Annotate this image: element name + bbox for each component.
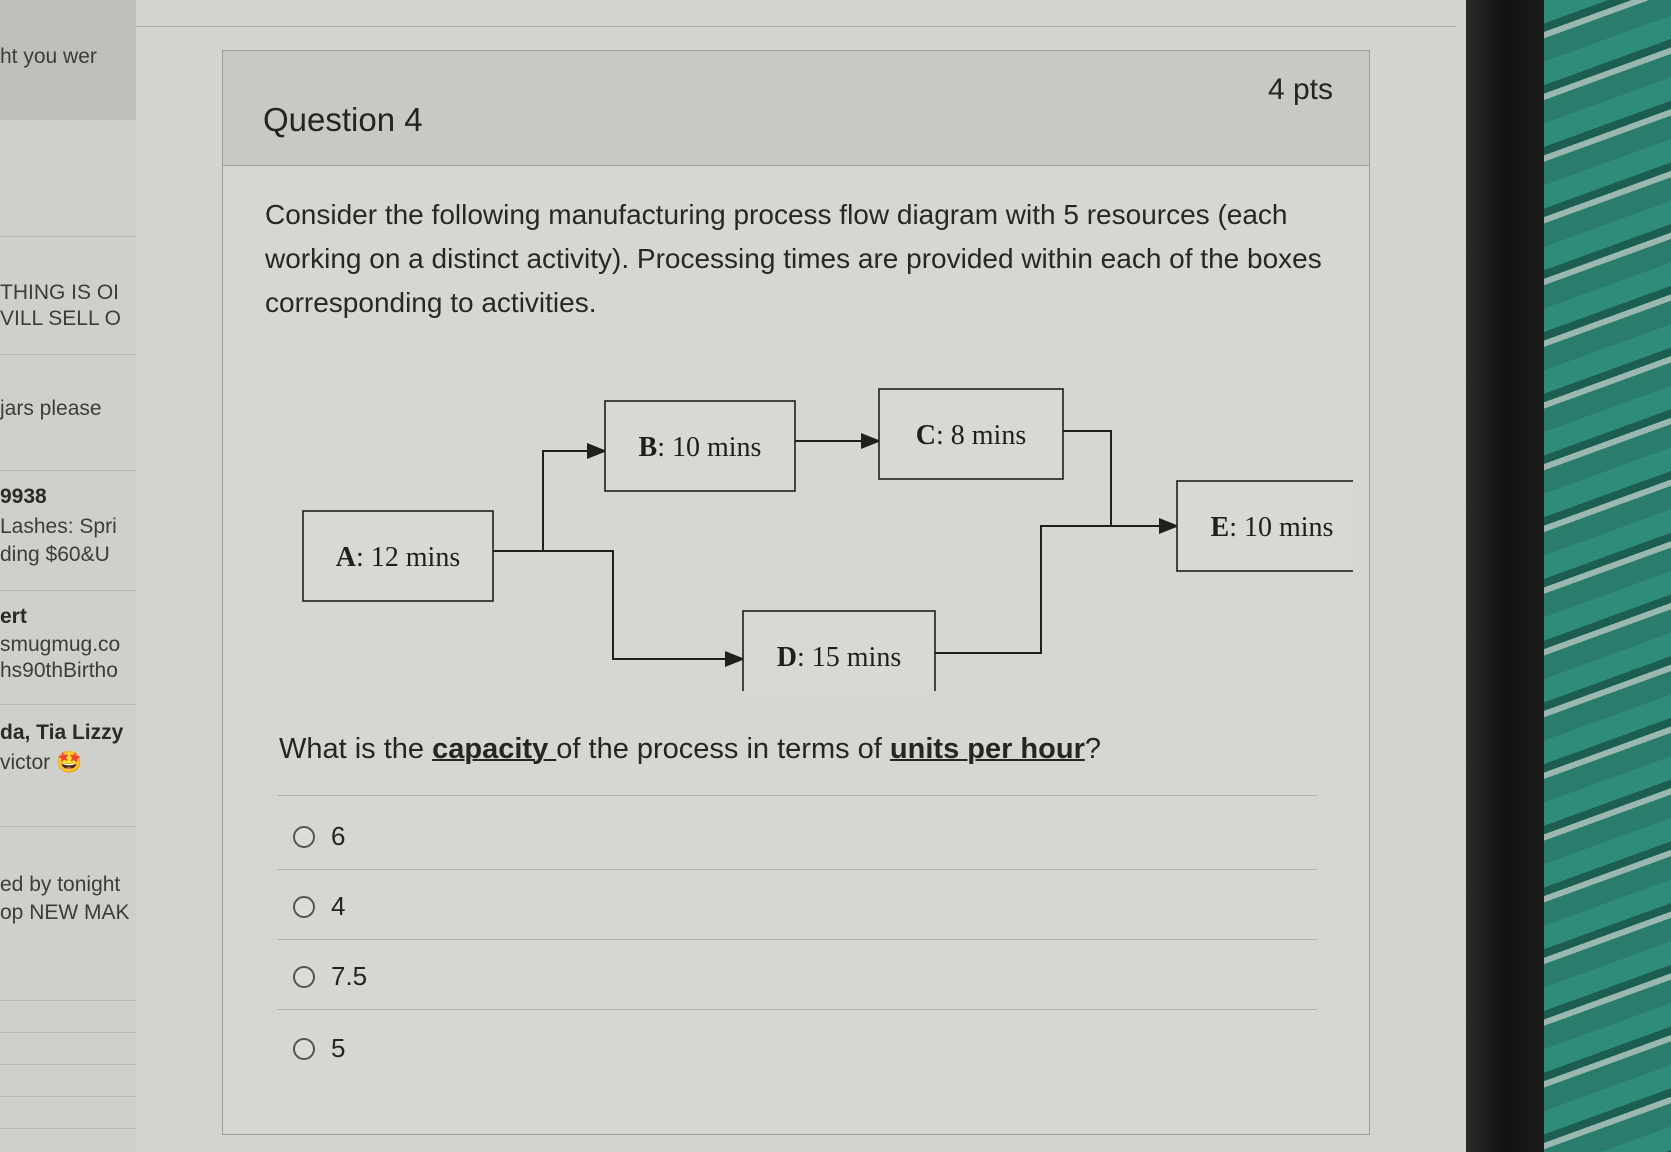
radio-button[interactable]: [293, 896, 315, 918]
answer-option[interactable]: [293, 891, 345, 922]
question-title: Question 4: [263, 101, 423, 138]
sidebar-grid: [0, 1000, 136, 1152]
sidebar-text: op NEW MAK: [0, 901, 130, 924]
divider: [0, 470, 136, 471]
divider: [277, 939, 1317, 940]
answer-option[interactable]: [293, 821, 345, 852]
answer-label: 7.5: [331, 961, 368, 991]
sidebar-text: jars please: [0, 397, 102, 420]
divider: [0, 236, 136, 237]
flow-arrow-a-b: [493, 451, 605, 551]
sidebar-text: da, Tia Lizzy: [0, 721, 124, 744]
quiz-page: [136, 0, 1466, 1152]
divider: [277, 795, 1317, 796]
flow-arrow-a-d: [543, 551, 743, 659]
process-flow-diagram: [263, 331, 1353, 691]
activity-label-c: C: 8 mins: [915, 420, 1027, 451]
activity-label-a: A: 12 mins: [335, 542, 461, 573]
divider: [277, 869, 1317, 870]
answer-label: 5: [331, 1033, 346, 1063]
radio-button[interactable]: [293, 1038, 315, 1060]
divider: [0, 590, 136, 591]
prompt-text: of the process in terms of: [556, 733, 890, 765]
prompt-text: ?: [1084, 733, 1102, 765]
answer-label: 6: [331, 821, 346, 851]
monitor-bezel: [1466, 0, 1544, 1152]
sidebar-text: hs90thBirtho: [0, 659, 118, 682]
flow-arrow-c-e: [1063, 431, 1177, 526]
sidebar-text: ed by tonight: [0, 873, 121, 896]
background-chair: [1544, 0, 1671, 1152]
sidebar-text: Lashes: Spri: [0, 515, 117, 538]
sidebar-text: victor 🤩: [0, 751, 83, 774]
divider: [136, 26, 1456, 27]
sidebar-text: ding $60&U: [0, 543, 110, 566]
question-prompt: [279, 733, 1101, 766]
divider: [0, 826, 136, 827]
activity-label-b: B: 10 mins: [638, 432, 762, 463]
prompt-emphasis-capacity: capacity: [432, 733, 557, 765]
answer-option[interactable]: [293, 1033, 345, 1064]
question-points: 4 pts: [1267, 73, 1333, 106]
divider: [0, 354, 136, 355]
answer-option[interactable]: [293, 961, 367, 992]
activity-label-e: E: 10 mins: [1210, 512, 1334, 543]
sidebar-text: THING IS OI: [0, 281, 120, 304]
divider: [0, 704, 136, 705]
prompt-text: What is the: [279, 733, 433, 765]
activity-label-d: D: 15 mins: [776, 642, 902, 673]
prompt-emphasis-units: units per hour: [889, 733, 1085, 765]
sidebar-text: 9938: [0, 485, 47, 508]
radio-button[interactable]: [293, 826, 315, 848]
sidebar-text: VILL SELL O: [0, 307, 122, 330]
answer-label: 4: [331, 891, 346, 921]
question-text: Consider the following manufacturing process flow diagram with 5 resources (each working on a distinct activity). Processing times are provided within each of the boxes corresponding to activities.: [265, 199, 1322, 318]
sidebar-text: ht you wer: [0, 45, 97, 68]
radio-button[interactable]: [293, 966, 315, 988]
sidebar-text: ert: [0, 605, 27, 628]
question-header: [223, 51, 1369, 166]
sidebar-text: smugmug.co: [0, 633, 121, 656]
question-card: [222, 50, 1370, 1135]
flow-arrow-d-e: [935, 526, 1111, 653]
divider: [277, 1009, 1317, 1010]
background-sidebar: [0, 0, 137, 1152]
